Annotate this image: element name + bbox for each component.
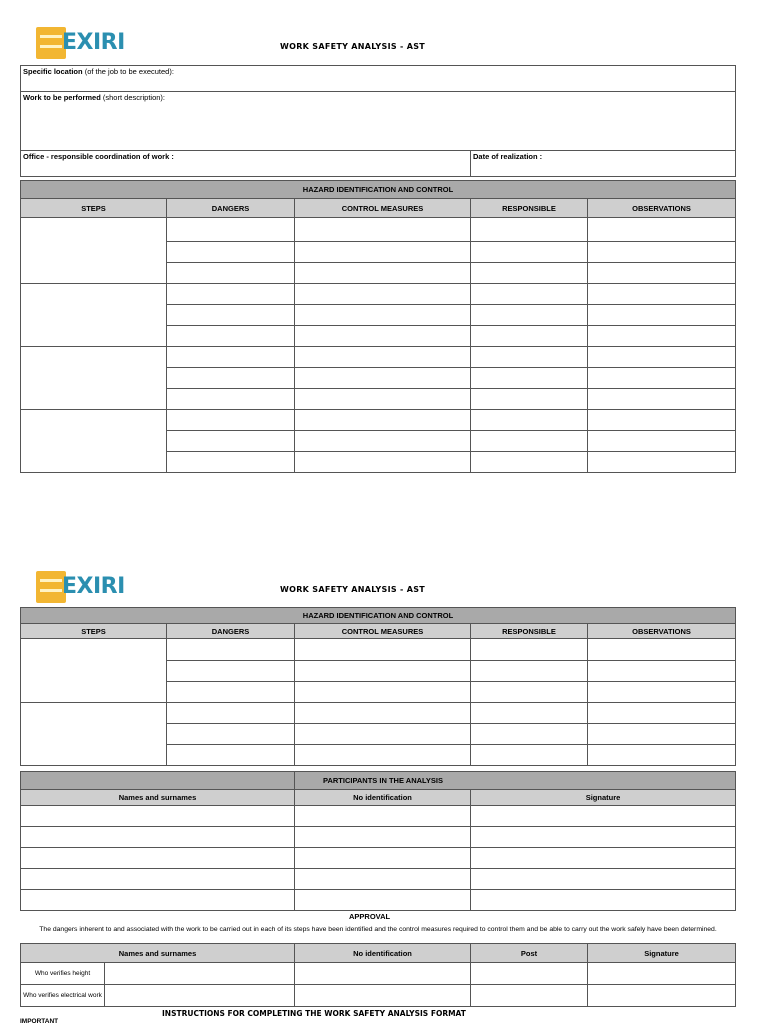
table-cell[interactable] (167, 242, 295, 263)
logo-text: EXIRI (62, 574, 125, 599)
table-cell[interactable] (588, 431, 736, 452)
page-title-2: WORK SAFETY ANALYSIS - AST (280, 585, 426, 594)
table-cell[interactable] (167, 745, 295, 766)
table-cell[interactable] (588, 745, 736, 766)
table-cell[interactable] (471, 218, 588, 242)
col-post: Post (471, 944, 588, 963)
table-cell[interactable] (167, 284, 295, 305)
table-cell[interactable] (21, 890, 295, 911)
table-cell[interactable] (295, 827, 471, 848)
location-label: Specific location (23, 67, 83, 76)
col-steps: STEPS (21, 199, 167, 218)
table-cell[interactable] (588, 963, 736, 985)
table-cell[interactable] (105, 985, 295, 1007)
table-cell[interactable] (588, 682, 736, 703)
table-cell[interactable] (588, 985, 736, 1007)
table-cell[interactable] (295, 218, 471, 242)
approval-text: The dangers inherent to and associated with the work to be carried out in each of its steps have been identified and the control measures required to control them and be able to carry out the work safely have been determined. (39, 926, 717, 933)
date-label: Date of realization : (473, 152, 543, 161)
col-dangers: DANGERS (167, 199, 295, 218)
table-cell[interactable] (471, 703, 588, 724)
table-cell[interactable] (295, 347, 471, 368)
table-cell[interactable] (588, 452, 736, 473)
job-info-table (20, 65, 736, 177)
table-cell[interactable] (471, 963, 588, 985)
date-field[interactable] (471, 151, 736, 177)
table-cell[interactable] (471, 242, 588, 263)
table-cell[interactable] (295, 703, 471, 724)
col-identification: No identification (295, 944, 471, 963)
approval-title: APPROVAL (349, 912, 391, 921)
col-steps: STEPS (21, 624, 167, 639)
table-cell[interactable] (295, 963, 471, 985)
table-cell[interactable] (588, 661, 736, 682)
col-control-measures: CONTROL MEASURES (295, 624, 471, 639)
row-label-height: Who verifies height (21, 963, 105, 985)
table-cell[interactable] (295, 639, 471, 661)
instructions-title: INSTRUCTIONS FOR COMPLETING THE WORK SAFETY ANALYSIS FORMAT (162, 1009, 466, 1018)
table-cell[interactable] (471, 890, 736, 911)
table-cell[interactable] (588, 347, 736, 368)
logo-text: EXIRI (62, 30, 125, 55)
participants-title: PARTICIPANTS IN THE ANALYSIS (295, 772, 736, 790)
table-cell[interactable] (471, 724, 588, 745)
hazard-table-1 (20, 180, 736, 473)
page-title: WORK SAFETY ANALYSIS - AST (280, 42, 426, 51)
table-cell[interactable] (471, 326, 588, 347)
col-names: Names and surnames (21, 944, 295, 963)
table-cell[interactable] (105, 963, 295, 985)
table-cell[interactable] (167, 389, 295, 410)
table-cell[interactable] (167, 263, 295, 284)
table-cell[interactable] (588, 724, 736, 745)
table-cell[interactable] (167, 431, 295, 452)
table-cell[interactable] (471, 869, 736, 890)
table-cell[interactable] (295, 890, 471, 911)
company-logo-2 (36, 569, 125, 605)
table-cell[interactable] (295, 745, 471, 766)
table-cell[interactable] (588, 410, 736, 431)
table-cell[interactable] (588, 305, 736, 326)
work-label: Work to be performed (23, 93, 101, 102)
table-cell[interactable] (21, 869, 295, 890)
table-cell[interactable] (21, 806, 295, 827)
col-observations: OBSERVATIONS (588, 199, 736, 218)
table-cell[interactable] (295, 661, 471, 682)
table-cell[interactable] (471, 985, 588, 1007)
col-responsible: RESPONSIBLE (471, 199, 588, 218)
work-hint: (short description): (102, 93, 165, 102)
table-cell[interactable] (471, 389, 588, 410)
table-cell[interactable] (167, 410, 295, 431)
table-cell[interactable] (167, 682, 295, 703)
table-cell[interactable] (167, 326, 295, 347)
table-cell[interactable] (295, 985, 471, 1007)
table-cell[interactable] (471, 682, 588, 703)
table-cell[interactable] (295, 724, 471, 745)
table-cell[interactable] (295, 389, 471, 410)
row-label-electrical: Who verifies electrical work (21, 985, 105, 1007)
table-cell[interactable] (588, 389, 736, 410)
step-cell[interactable] (21, 218, 167, 284)
table-cell[interactable] (588, 218, 736, 242)
col-signature: Signature (471, 790, 736, 806)
table-cell[interactable] (295, 410, 471, 431)
table-cell[interactable] (295, 869, 471, 890)
table-cell[interactable] (471, 410, 588, 431)
table-cell[interactable] (471, 368, 588, 389)
table-cell[interactable] (471, 848, 736, 869)
table-cell[interactable] (471, 806, 736, 827)
table-cell[interactable] (295, 326, 471, 347)
table-cell[interactable] (471, 347, 588, 368)
step-cell[interactable] (21, 410, 167, 473)
table-cell[interactable] (295, 452, 471, 473)
table-cell[interactable] (167, 347, 295, 368)
table-cell[interactable] (588, 368, 736, 389)
table-cell[interactable] (471, 263, 588, 284)
table-cell[interactable] (295, 848, 471, 869)
step-cell[interactable] (21, 703, 167, 766)
step-cell[interactable] (21, 639, 167, 703)
table-cell[interactable] (295, 305, 471, 326)
participants-table (20, 771, 736, 911)
table-cell[interactable] (588, 703, 736, 724)
company-logo (36, 25, 125, 61)
table-cell[interactable] (295, 284, 471, 305)
table-cell[interactable] (588, 242, 736, 263)
important-label: IMPORTANT (20, 1018, 59, 1025)
table-cell[interactable] (471, 827, 736, 848)
table-cell[interactable] (471, 284, 588, 305)
col-control-measures: CONTROL MEASURES (295, 199, 471, 218)
col-observations: OBSERVATIONS (588, 624, 736, 639)
location-field[interactable] (21, 66, 736, 92)
table-cell[interactable] (471, 431, 588, 452)
table-cell[interactable] (471, 452, 588, 473)
work-field[interactable] (21, 92, 736, 151)
table-cell[interactable] (588, 326, 736, 347)
approval-table (20, 943, 736, 1007)
table-cell[interactable] (295, 431, 471, 452)
col-dangers: DANGERS (167, 624, 295, 639)
step-cell[interactable] (21, 284, 167, 347)
col-names: Names and surnames (21, 790, 295, 806)
table-cell[interactable] (471, 639, 588, 661)
table-cell[interactable] (588, 639, 736, 661)
table-cell[interactable] (588, 284, 736, 305)
step-cell[interactable] (21, 347, 167, 410)
table-cell[interactable] (21, 827, 295, 848)
participants-header-blank (21, 772, 295, 790)
table-cell[interactable] (295, 806, 471, 827)
location-hint: (of the job to be executed): (84, 67, 174, 76)
table-cell[interactable] (471, 305, 588, 326)
table-cell[interactable] (167, 724, 295, 745)
hazard-title: HAZARD IDENTIFICATION AND CONTROL (21, 608, 736, 624)
table-cell[interactable] (167, 639, 295, 661)
table-cell[interactable] (471, 745, 588, 766)
table-cell[interactable] (167, 218, 295, 242)
table-cell[interactable] (295, 682, 471, 703)
table-cell[interactable] (167, 305, 295, 326)
table-cell[interactable] (295, 263, 471, 284)
table-cell[interactable] (167, 661, 295, 682)
table-cell[interactable] (167, 703, 295, 724)
office-label: Office - responsible coordination of work : (23, 152, 174, 161)
hazard-table-2 (20, 607, 736, 766)
office-field[interactable] (21, 151, 471, 177)
hazard-title: HAZARD IDENTIFICATION AND CONTROL (21, 181, 736, 199)
table-cell[interactable] (167, 368, 295, 389)
table-cell[interactable] (167, 452, 295, 473)
col-identification: No identification (295, 790, 471, 806)
col-responsible: RESPONSIBLE (471, 624, 588, 639)
table-cell[interactable] (588, 263, 736, 284)
table-cell[interactable] (295, 368, 471, 389)
table-cell[interactable] (21, 848, 295, 869)
col-signature: Signature (588, 944, 736, 963)
table-cell[interactable] (295, 242, 471, 263)
table-cell[interactable] (471, 661, 588, 682)
